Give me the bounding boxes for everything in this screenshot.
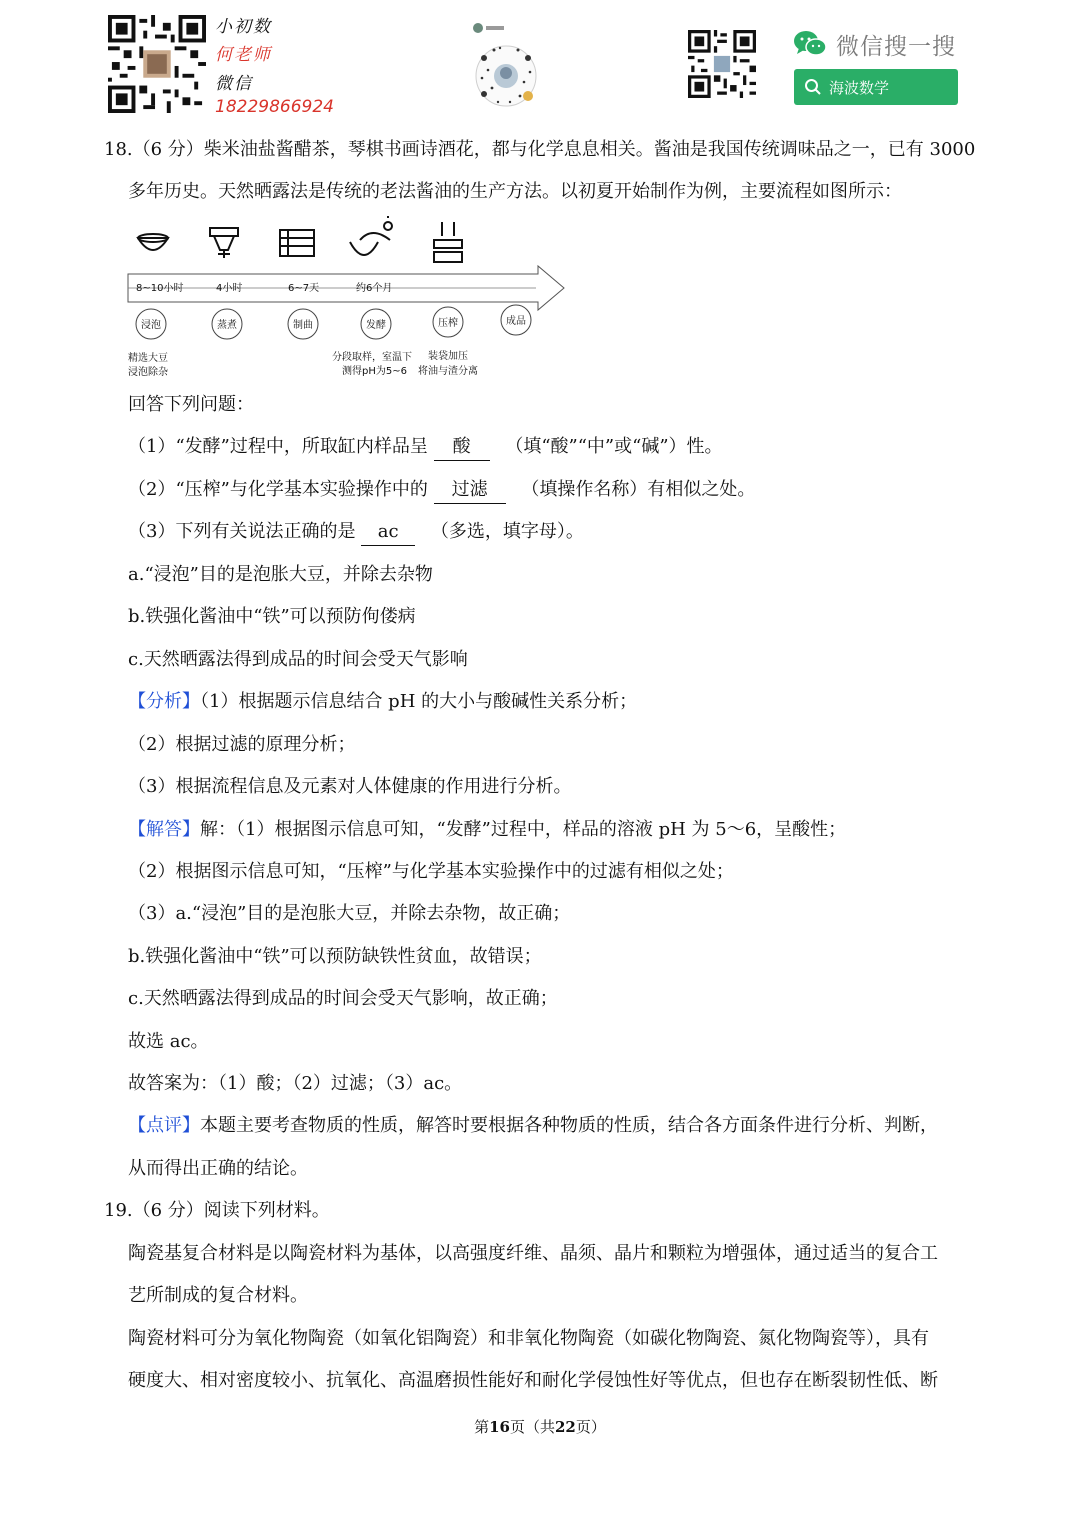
duration-4: 约6个月 <box>356 283 393 294</box>
wechat-search-title: 微信搜一搜 <box>836 34 956 60</box>
contact-line-1: 小初数 <box>215 17 272 37</box>
solution-text-1: 解：（1）根据图示信息可知，“发酵”过程中，样品的溶液 pH 为 5～6，呈酸性； <box>200 819 847 840</box>
q18-solution-5: c.天然晒露法得到成品的时间会受天气影响，故正确； <box>128 988 558 1009</box>
search-icon <box>804 78 822 96</box>
q18-sub-2-before: （2）“压榨”与化学基本实验操作中的 <box>128 479 428 500</box>
q18-sub-2 <box>128 477 755 504</box>
q18-intro-line-2: 多年历史。天然晒露法是传统的老法酱油的生产方法。以初夏开始制作为例，主要流程如图所示： <box>128 181 902 202</box>
step-4-label: 发酵 <box>366 320 386 331</box>
review-text-1: 本题主要考查物质的性质，解答时要根据各种物质的性质，结合各方面条件进行分析、判断， <box>200 1115 938 1136</box>
q18-solution-1 <box>128 817 846 843</box>
duration-2: 4小时 <box>216 283 243 294</box>
analysis-tag: 【分析】 <box>128 691 200 712</box>
q18-sub-2-after: （填操作名称）有相似之处。 <box>521 479 756 500</box>
note-4-line-2: 测得pH为5~6 <box>342 366 407 377</box>
q18-sub-3-after: （多选，填字母）。 <box>430 521 584 542</box>
q18-sub-1-answer: 酸 <box>434 434 490 461</box>
q18-analysis-3: （3）根据流程信息及元素对人体健康的作用进行分析。 <box>128 776 572 797</box>
soak-bowl-icon <box>138 234 168 250</box>
step-2-label: 蒸煮 <box>217 320 237 331</box>
analysis-text-1: （1）根据题示信息结合 pH 的大小与酸碱性关系分析； <box>200 691 638 712</box>
q18-solution-4: b.铁强化酱油中“铁”可以预防缺铁性贫血，故错误； <box>128 946 542 967</box>
contact-phone: 18229866924 <box>215 97 334 117</box>
q18-sub-3-answer: ac <box>361 519 415 546</box>
q18-option-c: c.天然晒露法得到成品的时间会受天气影响 <box>128 649 468 670</box>
wechat-search-box[interactable] <box>794 69 958 105</box>
q19-p1-line-2: 艺所制成的复合材料。 <box>128 1285 308 1306</box>
q18-solution-2: （2）根据图示信息可知，“压榨”与化学基本实验操作中的过滤有相似之处； <box>128 861 734 882</box>
q18-sub-1-before: （1）“发酵”过程中，所取缸内样品呈 <box>128 436 428 457</box>
contact-line-2: 何老师 <box>215 45 272 65</box>
step-6-label: 成品 <box>506 316 526 327</box>
duration-3: 6~7天 <box>288 283 320 294</box>
footer-middle: 页（共 <box>509 1418 555 1436</box>
step-5-label: 压榨 <box>438 318 458 329</box>
q18-sub-1 <box>128 434 723 461</box>
q19-p1-line-1: 陶瓷基复合材料是以陶瓷材料为基体，以高强度纤维、晶须、晶片和颗粒为增强体，通过适当的复合工 <box>128 1243 938 1264</box>
koji-rack-icon <box>280 230 314 256</box>
wechat-search-query: 海波数学 <box>829 79 890 97</box>
duration-1: 8~10小时 <box>136 283 184 294</box>
mini-program-code <box>470 20 542 112</box>
contact-line-3: 微信 <box>215 74 253 94</box>
q18-option-a: a.“浸泡”目的是泡胀大豆，并除去杂物 <box>128 564 433 585</box>
footer-suffix: 页） <box>575 1418 606 1436</box>
footer-total: 22 <box>555 1418 576 1436</box>
footer-prefix: 第 <box>474 1418 490 1436</box>
q18-review-1 <box>128 1113 938 1139</box>
steamer-icon <box>210 228 238 258</box>
press-icon <box>434 222 462 262</box>
note-1-line-1: 精选大豆 <box>128 353 168 364</box>
fermentation-jar-icon <box>350 216 392 255</box>
q18-analysis-2: （2）根据过滤的原理分析； <box>128 734 356 755</box>
solution-tag: 【解答】 <box>128 819 200 840</box>
q19-p2-line-1: 陶瓷材料可分为氧化物陶瓷（如氧化铝陶瓷）和非氧化物陶瓷（如碳化物陶瓷、氮化物陶瓷等），具有 <box>128 1328 929 1349</box>
q18-analysis-1 <box>128 689 637 715</box>
q18-sub-1-after: （填“酸”“中”或“碱”）性。 <box>505 436 723 457</box>
note-5-line-2: 将油与渣分离 <box>418 366 478 377</box>
q18-prompt: 回答下列问题： <box>128 394 254 415</box>
q18-intro-line-1: 18.（6 分）柴米油盐酱醋茶，琴棋书画诗酒花，都与化学息息相关。酱油是我国传统调味品之一，已有 3000 <box>104 139 976 160</box>
q18-review-2: 从而得出正确的结论。 <box>128 1158 308 1179</box>
q18-solution-3: （3）a.“浸泡”目的是泡胀大豆，并除去杂物，故正确； <box>128 903 571 924</box>
q18-sub-2-answer: 过滤 <box>434 477 506 504</box>
process-flow-diagram <box>126 216 571 384</box>
note-5-line-1: 装袋加压 <box>428 351 468 362</box>
q18-sub-3 <box>128 519 584 546</box>
q19-p2-line-2: 硬度大、相对密度较小、抗氧化、高温磨损性能好和耐化学侵蚀性好等优点，但也存在断裂韧性低、断 <box>128 1370 938 1391</box>
note-4-line-1: 分段取样，室温下 <box>332 352 412 363</box>
q19-title: 19.（6 分）阅读下列材料。 <box>104 1200 330 1221</box>
q18-sub-3-before: （3）下列有关说法正确的是 <box>128 521 356 542</box>
footer-page: 16 <box>489 1418 510 1436</box>
q18-answer-summary: 故答案为：（1）酸；（2）过滤；（3）ac。 <box>128 1073 463 1094</box>
review-tag: 【点评】 <box>128 1115 200 1136</box>
q18-solution-6: 故选 ac。 <box>128 1031 209 1052</box>
q18-option-b: b.铁强化酱油中“铁”可以预防佝偻病 <box>128 606 416 627</box>
page-footer <box>0 1416 1080 1437</box>
contact-qr-code <box>108 15 206 113</box>
step-1-label: 浸泡 <box>141 320 161 331</box>
step-3-label: 制曲 <box>293 320 313 331</box>
wechat-qr-code <box>688 30 756 98</box>
wechat-logo-icon <box>793 30 827 58</box>
note-1-line-2: 浸泡除杂 <box>128 367 168 378</box>
